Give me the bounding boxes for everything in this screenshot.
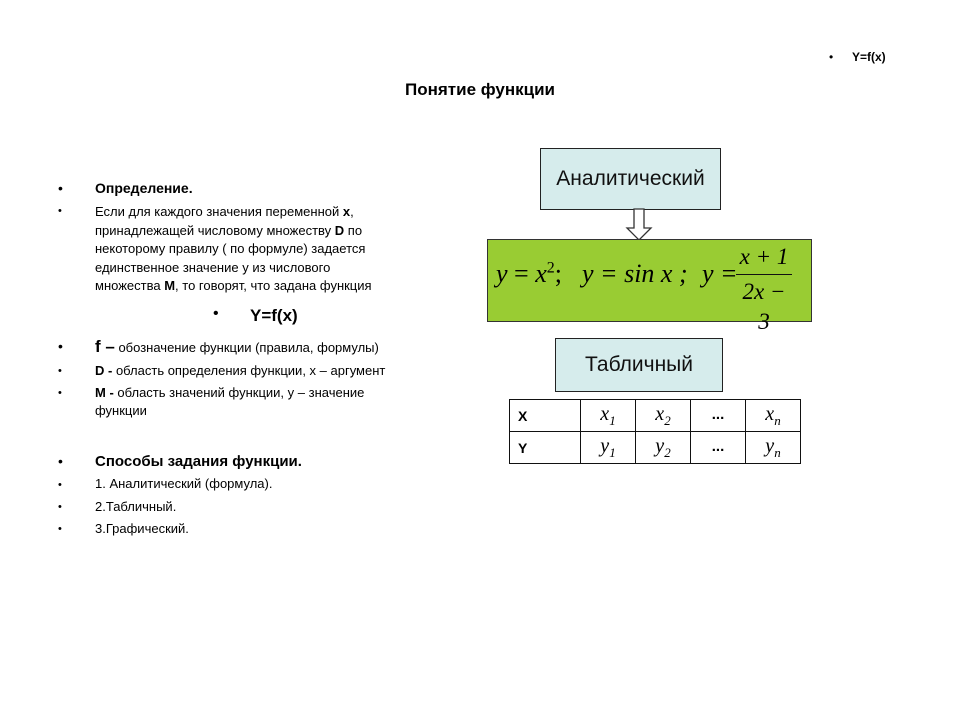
method-item: 1. Аналитический (формула). (95, 476, 273, 491)
notation-f (95, 337, 379, 357)
notation-f-symbol: f – (95, 337, 115, 356)
def-var-x: x (342, 204, 351, 219)
values-table (509, 399, 801, 464)
notation-f-text: обозначение функции (правила, формулы) (114, 340, 379, 355)
fraction-denominator: 2x − 3 (742, 279, 786, 334)
table-cell: ... (691, 432, 746, 464)
bullet-dot: • (58, 479, 62, 491)
table-cell: $y_2$ (636, 432, 691, 464)
method-item: 3.Графический. (95, 521, 189, 536)
table-row (510, 432, 801, 464)
def-line5a: множества (95, 278, 165, 293)
page-title: Понятие функции (405, 80, 555, 99)
bullet-dot: • (58, 453, 63, 469)
definition-heading: Определение. (95, 180, 193, 196)
table-cell: ... (691, 400, 746, 432)
table-cell: $x_1$ (581, 400, 636, 432)
def-line3: некоторому правилу ( по формуле) задается (95, 241, 366, 256)
def-set-M: M (164, 278, 176, 293)
bullet-dot: • (58, 387, 62, 399)
formula-panel (487, 239, 812, 334)
notation-m-text: область значений функции, у – значение (113, 385, 365, 400)
formula-fraction-lhs: y = (702, 259, 738, 288)
analytic-box: Аналитический (540, 148, 721, 210)
notation-d-text: область определения функции, х – аргумент (112, 363, 386, 378)
def-set-D: D (334, 222, 345, 238)
table-cell: $x_2$ (636, 400, 691, 432)
notation-m (95, 384, 364, 420)
bullet-dot: • (58, 205, 62, 217)
method-item: 2.Табличный. (95, 499, 177, 514)
def-line2b: по (344, 222, 363, 238)
bullet-dot: • (58, 338, 63, 354)
notation-m-symbol: M - (95, 385, 114, 400)
def-line1b: , (350, 204, 354, 219)
table-header-x: X (510, 400, 581, 432)
table-box: Табличный (555, 338, 723, 392)
bullet-dot: • (213, 305, 219, 322)
table-cell: $y_n$ (746, 432, 801, 464)
definition-formula: Y=f(x) (250, 306, 298, 325)
formula-sin: y = sin x ; (582, 259, 688, 288)
methods-heading: Способы задания функции. (95, 453, 302, 470)
table-header-y: Y (510, 432, 581, 464)
bullet-dot: • (58, 523, 62, 535)
down-arrow-icon (624, 208, 654, 242)
def-line1a: Если для каждого значения переменной (95, 204, 343, 219)
table-cell: $y_1$ (581, 432, 636, 464)
fraction-numerator: x + 1 (739, 244, 789, 269)
table-cell: $x_n$ (746, 400, 801, 432)
notation-m-text2: функции (95, 403, 147, 418)
notation-d (95, 361, 385, 380)
bullet-dot: • (58, 501, 62, 513)
top-note: Y=f(x) (852, 50, 886, 64)
formula-fraction (736, 242, 792, 337)
formula-square: $y = x^2$; (496, 259, 562, 288)
def-line2a: принадлежащей числовому множеству (95, 222, 335, 238)
definition-text (95, 203, 445, 296)
fraction-bar (736, 274, 792, 275)
bullet-dot: • (829, 50, 834, 64)
bullet-dot: • (58, 365, 62, 377)
def-line5b: , то говорят, что задана функция (175, 278, 372, 293)
def-line4: единственное значение у из числового (95, 259, 331, 275)
bullet-dot: • (58, 180, 63, 196)
table-row (510, 400, 801, 432)
notation-d-symbol: D - (95, 363, 113, 378)
